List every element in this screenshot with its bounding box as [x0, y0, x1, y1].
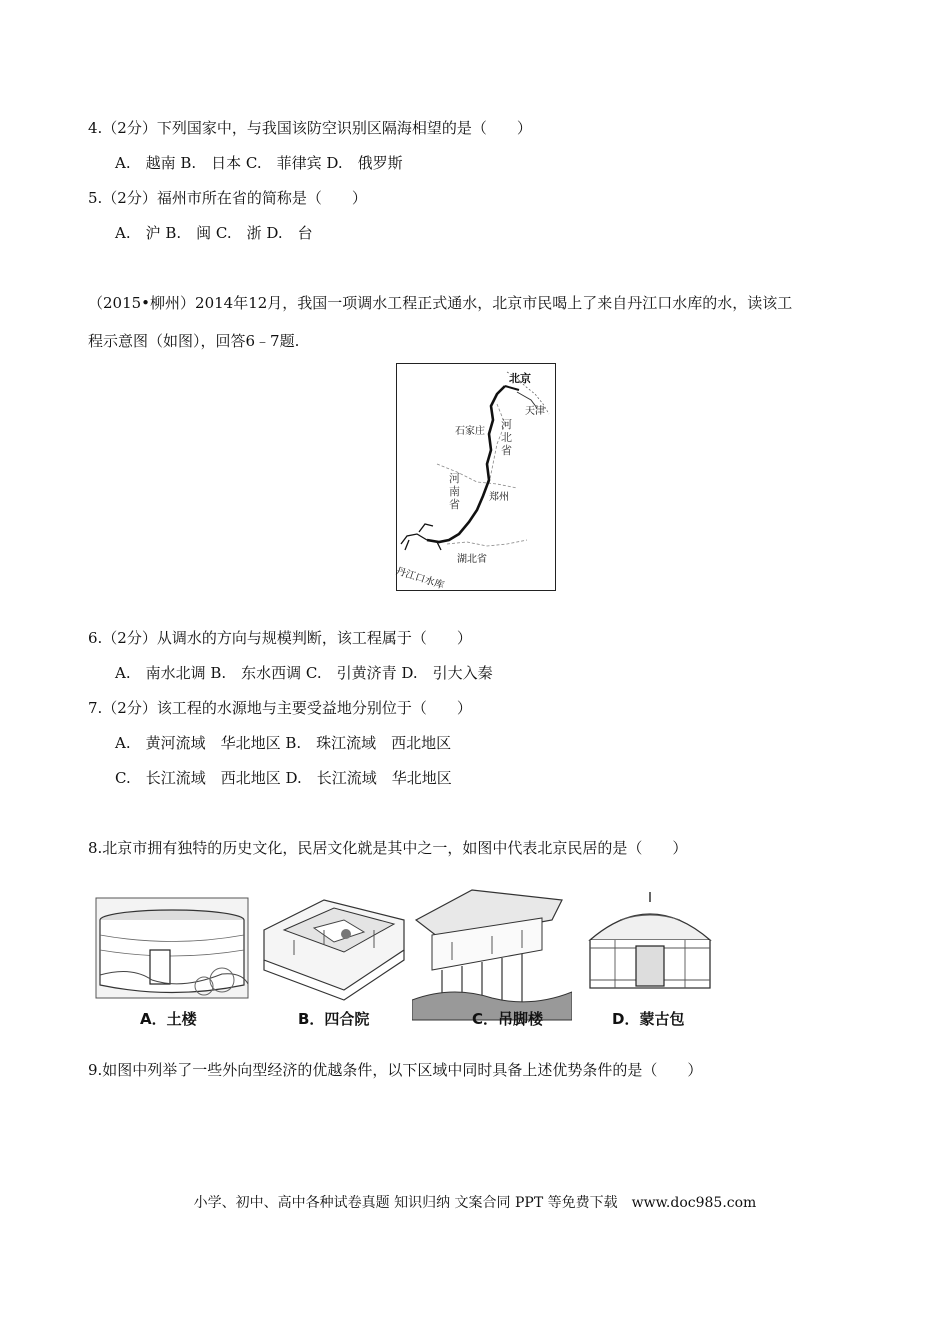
question-4-stem: 4.（2分）下列国家中，与我国该防空识别区隔海相望的是（ ）	[88, 119, 532, 137]
intro-line-2: 程示意图（如图），回答6﹣7题.	[88, 332, 300, 350]
dwelling-illustrations	[92, 880, 732, 1030]
question-5-stem: 5.（2分）福州市所在省的简称是（ ）	[88, 189, 367, 207]
siheyuan-illustration	[254, 880, 414, 1030]
question-5-options: A. 沪 B. 闽 C. 浙 D. 台	[115, 224, 313, 242]
label-danjiangkou: 丹江口水库	[394, 565, 446, 592]
yurt-illustration	[570, 880, 730, 1030]
caption-siheyuan: B．四合院	[298, 1010, 370, 1028]
caption-tulou: A．土楼	[140, 1010, 197, 1028]
question-7-options-line-1: A. 黄河流域 华北地区 B. 珠江流域 西北地区	[115, 734, 452, 752]
question-4-options: A. 越南 B. 日本 C. 菲律宾 D. 俄罗斯	[115, 154, 403, 172]
caption-diaojiaolou: C．吊脚楼	[472, 1010, 544, 1028]
question-7-options-line-2: C. 长江流域 西北地区 D. 长江流域 华北地区	[115, 769, 452, 787]
label-hebei: 河北省	[501, 418, 512, 457]
page-footer: 小学、初中、高中各种试卷真题 知识归纳 文案合同 PPT 等免费下载 www.doc985.com	[193, 1195, 757, 1211]
question-9-stem: 9.如图中列举了一些外向型经济的优越条件，以下区域中同时具备上述优势条件的是（ ）	[88, 1061, 703, 1079]
question-7-stem: 7.（2分）该工程的水源地与主要受益地分别位于（ ）	[88, 699, 472, 717]
label-henan: 河南省	[449, 472, 460, 511]
water-diversion-map	[396, 363, 556, 591]
label-tianjin: 天津	[525, 406, 545, 417]
label-zhengzhou: 郑州	[489, 492, 509, 503]
question-6-options: A. 南水北调 B. 东水西调 C. 引黄济青 D. 引大入秦	[115, 664, 493, 682]
intro-line-1: （2015•柳州）2014年12月，我国一项调水工程正式通水，北京市民喝上了来自丹江口水库的水，读该工	[88, 294, 793, 312]
label-beijing: 北京	[509, 372, 531, 385]
question-6-stem: 6.（2分）从调水的方向与规模判断，该工程属于（ ）	[88, 629, 472, 647]
diaojiaolou-illustration	[412, 880, 572, 1030]
caption-yurt: D．蒙古包	[612, 1010, 685, 1028]
label-shijiazhuang: 石家庄	[455, 426, 485, 437]
tulou-illustration	[92, 880, 252, 1030]
question-8-stem: 8.北京市拥有独特的历史文化，民居文化就是其中之一，如图中代表北京民居的是（ ）	[88, 839, 688, 857]
label-hubei: 湖北省	[457, 554, 487, 565]
